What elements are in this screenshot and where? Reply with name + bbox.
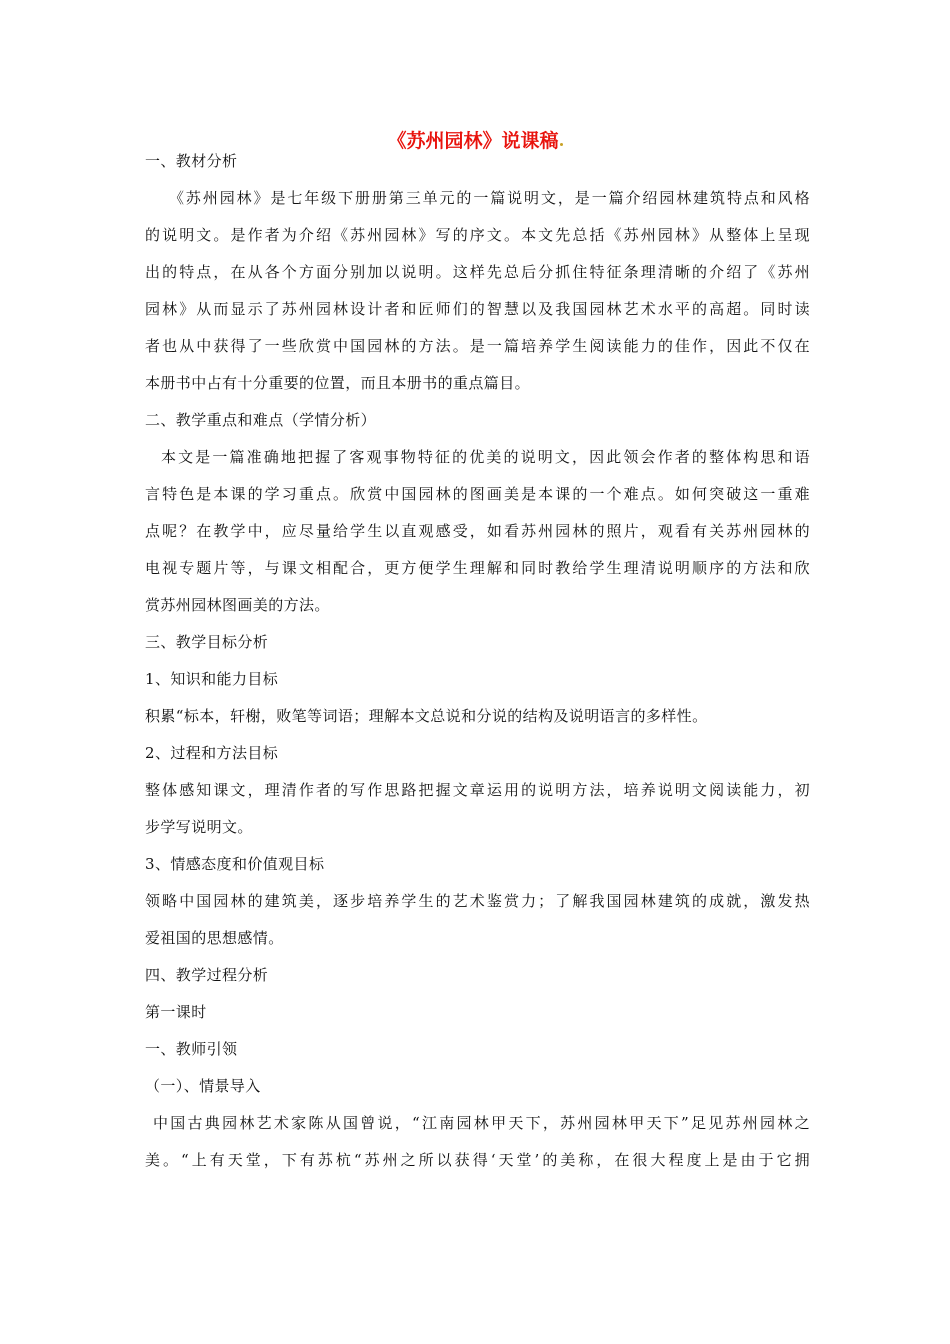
subsection-heading: 1、知识和能力目标: [145, 670, 279, 688]
subsection-heading: 3、情感态度和价值观目标: [145, 855, 325, 873]
paragraph-line: 爱祖国的思想感情。: [145, 929, 284, 947]
paragraph-line: 步学写说明文。: [145, 818, 253, 836]
paragraph-line: 点呢？在教学中，应尽量给学生以直观感受，如看苏州园林的照片，观看有关苏州园林的: [145, 522, 810, 540]
paragraph-line: 言特色是本课的学习重点。欣赏中国园林的图画美是本课的一个难点。如何突破这一重难: [145, 485, 810, 503]
paragraph-line: 本文是一篇准确地把握了客观事物特征的优美的说明文，因此领会作者的整体构思和语: [161, 448, 810, 466]
paragraph-line: 的说明文。是作者为介绍《苏州园林》写的序文。本文先总括《苏州园林》从整体上呈现: [145, 226, 810, 244]
subsection-heading: （一）、情景导入: [145, 1077, 261, 1095]
paragraph-line: 者也从中获得了一些欣赏中国园林的方法。是一篇培养学生阅读能力的佳作，因此不仅在: [145, 337, 810, 355]
section-heading: 二、教学重点和难点（学情分析）: [145, 411, 377, 429]
paragraph-line: 中国古典园林艺术家陈从国曾说，“江南园林甲天下，苏州园林甲天下”足见苏州园林之: [153, 1114, 810, 1132]
paragraph-line: 电视专题片等，与课文相配合，更方便学生理解和同时教给学生理清说明顺序的方法和欣: [145, 559, 810, 577]
subsection-heading: 第一课时: [145, 1003, 207, 1021]
section-heading: 一、教材分析: [145, 152, 238, 170]
paragraph-line: 美。“上有天堂，下有苏杭“苏州之所以获得‘天堂’的美称，在很大程度上是由于它拥: [145, 1151, 810, 1169]
subsection-heading: 一、教师引领: [145, 1040, 238, 1058]
paragraph-line: 《苏州园林》是七年级下册册第三单元的一篇说明文，是一篇介绍园林建筑特点和风格: [169, 189, 810, 207]
title-text: 《苏州园林》说课稿: [387, 130, 559, 152]
paragraph-line: 赏苏州园林图画美的方法。: [145, 596, 330, 614]
paragraph-line: 领略中国园林的建筑美，逐步培养学生的艺术鉴赏力；了解我国园林建筑的成就，激发热: [145, 892, 810, 910]
section-heading: 三、教学目标分析: [145, 633, 269, 651]
paragraph-line: 出的特点，在从各个方面分别加以说明。这样先总后分抓住特征条理清晰的介绍了《苏州: [145, 263, 810, 281]
section-heading: 四、教学过程分析: [145, 966, 269, 984]
subsection-heading: 2、过程和方法目标: [145, 744, 279, 762]
paragraph-line: 本册书中占有十分重要的位置，而且本册书的重点篇目。: [145, 374, 531, 392]
decorative-dot: [560, 143, 563, 146]
paragraph-line: 整体感知课文，理清作者的写作思路把握文章运用的说明方法，培养说明文阅读能力，初: [145, 781, 810, 799]
paragraph-line: 园林》从而显示了苏州园林设计者和匠师们的智慧以及我国园林艺术水平的高超。同时读: [145, 300, 810, 318]
paragraph-line: 积累“标本，轩榭，败笔等词语；理解本文总说和分说的结构及说明语言的多样性。: [145, 707, 708, 725]
